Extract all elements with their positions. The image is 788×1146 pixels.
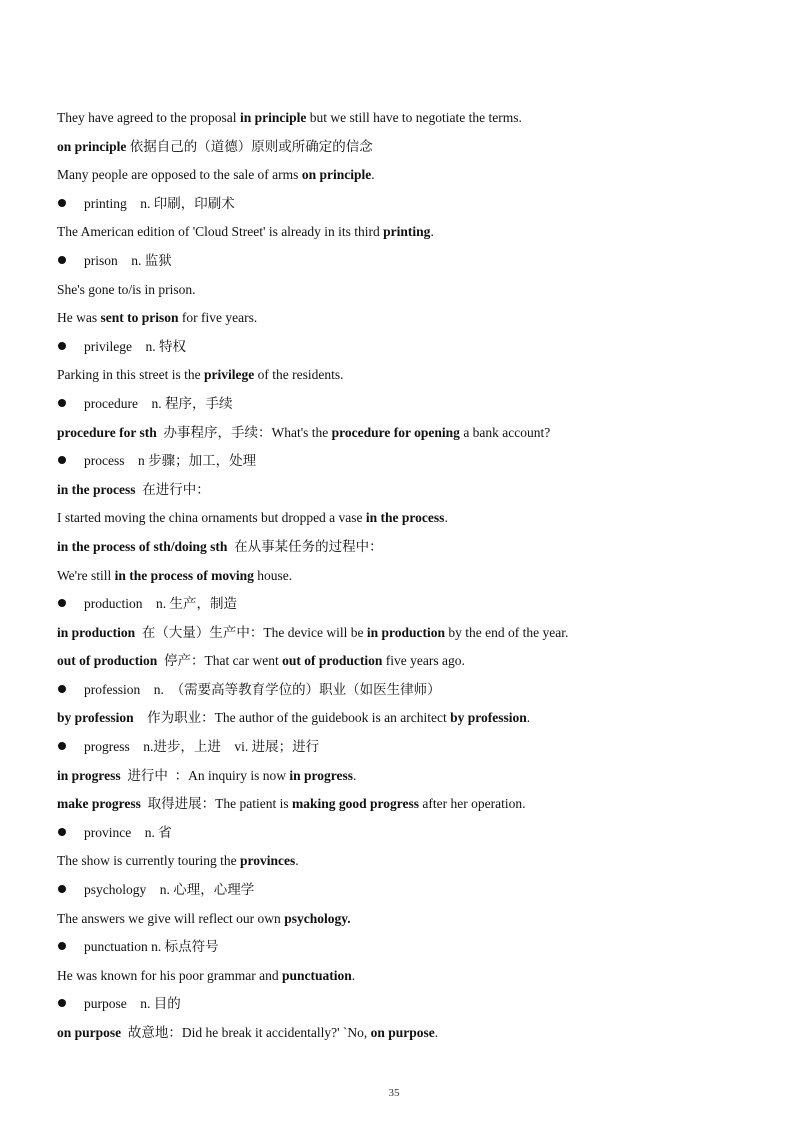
text-segment: production n. 生产，制造	[84, 596, 237, 612]
text-line	[57, 708, 757, 737]
bold-phrase: in production	[366, 624, 446, 640]
bold-phrase: by profession	[57, 710, 134, 726]
vocab-headword-line	[57, 194, 757, 223]
text-segment: 依据自己的（道德）原则或所确定的信念	[126, 138, 373, 154]
bold-phrase: procedure for sth	[57, 424, 157, 440]
vocab-headword-line	[57, 594, 757, 623]
text-segment: .	[430, 224, 434, 240]
text-line	[57, 480, 757, 509]
vocab-headword-line	[57, 394, 757, 423]
vocab-headword-line	[57, 251, 757, 280]
text-segment: five years ago.	[382, 653, 465, 669]
text-segment: of the residents.	[254, 367, 344, 383]
text-line	[57, 766, 757, 795]
bold-phrase: out of production	[282, 653, 383, 669]
bullet-icon	[58, 456, 66, 464]
bold-phrase: in the process of sth/doing sth	[57, 538, 228, 554]
bold-phrase: in production	[57, 624, 136, 640]
text-segment: 在进行中：	[135, 481, 210, 497]
text-line	[57, 137, 757, 166]
text-segment: by the end of the year.	[445, 624, 569, 640]
text-segment: 办事程序，手续：What's the	[156, 424, 332, 440]
text-segment: 停产：That car went	[157, 653, 283, 669]
text-line	[57, 108, 757, 137]
text-segment: a bank account?	[459, 424, 551, 440]
bold-phrase: on purpose	[370, 1025, 435, 1040]
bold-phrase: in the process	[365, 510, 445, 526]
bold-phrase: in principle	[239, 110, 307, 125]
bold-phrase: on principle	[57, 138, 127, 154]
bullet-icon	[58, 942, 66, 950]
bullet-icon	[58, 399, 66, 407]
bold-phrase: punctuation	[281, 967, 352, 983]
text-segment: punctuation n. 标点符号	[84, 939, 219, 955]
bold-phrase: printing	[383, 224, 431, 240]
text-segment: 取得进展：The patient is	[140, 796, 292, 812]
text-segment: We're still	[57, 567, 115, 583]
text-line	[57, 308, 757, 337]
vocab-headword-line	[57, 737, 757, 766]
text-segment: psychology n. 心理，心理学	[84, 882, 255, 898]
bold-phrase: in the process of moving	[114, 567, 254, 583]
text-segment: house.	[253, 567, 293, 583]
text-segment: .	[434, 1025, 439, 1040]
text-segment: prison n. 监狱	[84, 252, 172, 268]
bold-phrase: sent to prison	[100, 310, 179, 326]
text-line	[57, 365, 757, 394]
text-segment: I started moving the china ornaments but dropped a vase	[57, 510, 366, 526]
text-segment: Many people are opposed to the sale of arms	[57, 167, 302, 183]
bold-phrase: provinces	[239, 853, 296, 869]
text-line	[57, 623, 757, 652]
text-line	[57, 423, 757, 452]
bold-phrase: privilege	[203, 367, 255, 383]
bullet-icon	[58, 256, 66, 264]
text-segment: The American edition of 'Cloud Street' is already in its third	[57, 224, 384, 240]
vocab-headword-line	[57, 680, 757, 709]
text-line	[57, 222, 757, 251]
text-segment: .	[295, 853, 299, 869]
text-segment: printing n. 印刷，印刷术	[84, 195, 235, 211]
text-segment: for five years.	[178, 310, 258, 326]
text-segment: profession n. （需要高等教育学位的）职业（如医生律师）	[84, 681, 441, 697]
text-segment: province n. 省	[84, 824, 172, 840]
text-segment: .	[526, 710, 531, 726]
text-segment: They have agreed to the proposal	[57, 110, 240, 125]
text-segment: She's gone to/is in prison.	[57, 281, 196, 297]
text-segment: but we still have to negotiate the terms.	[306, 110, 522, 125]
text-segment: progress n.进步，上进 vi. 进展；进行	[84, 739, 320, 755]
text-line	[57, 537, 757, 566]
text-segment: Parking in this street is the	[57, 367, 204, 383]
text-line	[57, 794, 757, 823]
text-segment: procedure n. 程序，手续	[84, 395, 233, 411]
text-line	[57, 966, 757, 995]
bold-phrase: in progress	[289, 767, 354, 783]
vocab-headword-line	[57, 880, 757, 909]
bold-phrase: on principle	[301, 167, 372, 183]
text-segment: He was known for his poor grammar and	[57, 967, 282, 983]
text-line	[57, 566, 757, 595]
bullet-icon	[58, 742, 66, 750]
bullet-icon	[58, 828, 66, 836]
text-segment: after her operation.	[419, 796, 526, 812]
text-line	[57, 280, 757, 309]
text-segment: purpose n. 目的	[84, 996, 181, 1012]
bold-phrase: in progress	[57, 767, 121, 783]
bullet-icon	[58, 342, 66, 350]
vocab-headword-line	[57, 994, 757, 1023]
text-segment: He was	[57, 310, 101, 326]
page-number: 35	[388, 1087, 400, 1099]
bullet-icon	[58, 685, 66, 693]
text-line	[57, 909, 757, 938]
text-segment: process n 步骤；加工，处理	[84, 453, 257, 469]
vocab-headword-line	[57, 451, 757, 480]
text-line	[57, 1023, 757, 1052]
text-segment: 作为职业：The author of the guidebook is an architect	[133, 710, 451, 726]
bold-phrase: making good progress	[291, 796, 420, 812]
vocab-headword-line	[57, 937, 757, 966]
text-line	[57, 508, 757, 537]
vocabulary-content	[57, 108, 757, 1052]
bold-phrase: psychology.	[284, 910, 351, 926]
text-segment: privilege n. 特权	[84, 338, 186, 354]
text-segment: 在从事某任务的过程中：	[227, 538, 383, 554]
text-segment: The answers we give will reflect our own	[57, 910, 285, 926]
text-segment: 在（大量）生产中：The device will be	[135, 624, 367, 640]
text-segment: 进行中 ：An inquiry is now	[120, 767, 290, 783]
bullet-icon	[58, 199, 66, 207]
text-segment: .	[351, 967, 356, 983]
bold-phrase: make progress	[57, 796, 141, 812]
bullet-icon	[58, 885, 66, 893]
vocab-headword-line	[57, 337, 757, 366]
bold-phrase: out of production	[57, 653, 158, 669]
text-segment: .	[371, 167, 375, 183]
bold-phrase: by profession	[450, 710, 527, 726]
bold-phrase: on purpose	[57, 1025, 122, 1040]
bullet-icon	[58, 999, 66, 1007]
text-line	[57, 165, 757, 194]
bullet-icon	[58, 599, 66, 607]
vocab-headword-line	[57, 823, 757, 852]
text-line	[57, 851, 757, 880]
text-segment: .	[444, 510, 448, 526]
bold-phrase: procedure for opening	[331, 424, 460, 440]
text-line	[57, 651, 757, 680]
text-segment: The show is currently touring the	[57, 853, 240, 869]
text-segment: .	[353, 767, 357, 783]
text-segment: 故意地：Did he break it accidentally?' `No,	[121, 1025, 371, 1040]
bold-phrase: in the process	[57, 481, 136, 497]
